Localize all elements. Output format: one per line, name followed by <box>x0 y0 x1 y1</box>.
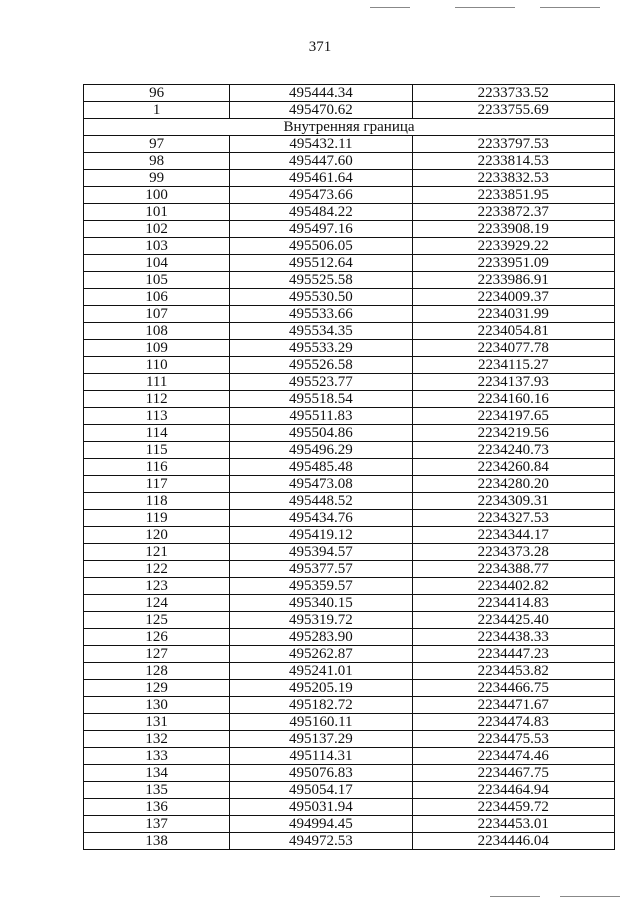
table-row <box>84 493 615 510</box>
table-row <box>84 816 615 833</box>
table-row <box>84 476 615 493</box>
table-row <box>84 714 615 731</box>
table-row <box>84 595 615 612</box>
table-row <box>84 510 615 527</box>
table-row <box>84 833 615 850</box>
table-row <box>84 799 615 816</box>
y-coordinate-cell: 2234466.75 <box>412 680 614 697</box>
y-coordinate-cell: 2233929.22 <box>412 238 614 255</box>
point-number-cell: 116 <box>84 459 230 476</box>
x-coordinate-cell: 495076.83 <box>230 765 412 782</box>
y-coordinate-cell: 2234475.53 <box>412 731 614 748</box>
point-number-cell: 131 <box>84 714 230 731</box>
table-row <box>84 663 615 680</box>
y-coordinate-cell: 2233733.52 <box>412 85 614 102</box>
y-coordinate-cell: 2234453.82 <box>412 663 614 680</box>
x-coordinate-cell: 495241.01 <box>230 663 412 680</box>
y-coordinate-cell: 2234240.73 <box>412 442 614 459</box>
point-number-cell: 99 <box>84 170 230 187</box>
table-row <box>84 187 615 204</box>
x-coordinate-cell: 495283.90 <box>230 629 412 646</box>
x-coordinate-cell: 495506.05 <box>230 238 412 255</box>
y-coordinate-cell: 2234467.75 <box>412 765 614 782</box>
y-coordinate-cell: 2233851.95 <box>412 187 614 204</box>
y-coordinate-cell: 2234260.84 <box>412 459 614 476</box>
x-coordinate-cell: 495533.29 <box>230 340 412 357</box>
point-number-cell: 121 <box>84 544 230 561</box>
point-number-cell: 106 <box>84 289 230 306</box>
coordinates-table-body <box>84 85 615 850</box>
table-row <box>84 408 615 425</box>
point-number-cell: 129 <box>84 680 230 697</box>
y-coordinate-cell: 2234438.33 <box>412 629 614 646</box>
y-coordinate-cell: 2234115.27 <box>412 357 614 374</box>
table-row <box>84 340 615 357</box>
y-coordinate-cell: 2234425.40 <box>412 612 614 629</box>
y-coordinate-cell: 2234344.17 <box>412 527 614 544</box>
y-coordinate-cell: 2234474.46 <box>412 748 614 765</box>
scan-artifact-line <box>540 7 600 8</box>
point-number-cell: 125 <box>84 612 230 629</box>
point-number-cell: 110 <box>84 357 230 374</box>
x-coordinate-cell: 495262.87 <box>230 646 412 663</box>
point-number-cell: 103 <box>84 238 230 255</box>
table-row <box>84 136 615 153</box>
x-coordinate-cell: 495448.52 <box>230 493 412 510</box>
y-coordinate-cell: 2234160.16 <box>412 391 614 408</box>
y-coordinate-cell: 2234402.82 <box>412 578 614 595</box>
table-row <box>84 544 615 561</box>
y-coordinate-cell: 2234327.53 <box>412 510 614 527</box>
table-row <box>84 238 615 255</box>
x-coordinate-cell: 495473.66 <box>230 187 412 204</box>
x-coordinate-cell: 495432.11 <box>230 136 412 153</box>
y-coordinate-cell: 2234446.04 <box>412 833 614 850</box>
table-row <box>84 561 615 578</box>
y-coordinate-cell: 2233986.91 <box>412 272 614 289</box>
x-coordinate-cell: 495530.50 <box>230 289 412 306</box>
x-coordinate-cell: 495319.72 <box>230 612 412 629</box>
point-number-cell: 112 <box>84 391 230 408</box>
y-coordinate-cell: 2234464.94 <box>412 782 614 799</box>
table-row <box>84 391 615 408</box>
table-row <box>84 170 615 187</box>
y-coordinate-cell: 2234459.72 <box>412 799 614 816</box>
x-coordinate-cell: 495054.17 <box>230 782 412 799</box>
point-number-cell: 127 <box>84 646 230 663</box>
x-coordinate-cell: 495377.57 <box>230 561 412 578</box>
y-coordinate-cell: 2234447.23 <box>412 646 614 663</box>
x-coordinate-cell: 495518.54 <box>230 391 412 408</box>
point-number-cell: 104 <box>84 255 230 272</box>
section-title: Внутренняя граница <box>84 119 615 136</box>
table-row <box>84 102 615 119</box>
x-coordinate-cell: 495496.29 <box>230 442 412 459</box>
y-coordinate-cell: 2233755.69 <box>412 102 614 119</box>
y-coordinate-cell: 2233908.19 <box>412 221 614 238</box>
point-number-cell: 101 <box>84 204 230 221</box>
scan-artifact-line <box>455 7 515 8</box>
y-coordinate-cell: 2234414.83 <box>412 595 614 612</box>
y-coordinate-cell: 2234219.56 <box>412 425 614 442</box>
point-number-cell: 137 <box>84 816 230 833</box>
point-number-cell: 115 <box>84 442 230 459</box>
x-coordinate-cell: 495512.64 <box>230 255 412 272</box>
table-row <box>84 578 615 595</box>
y-coordinate-cell: 2234197.65 <box>412 408 614 425</box>
coordinates-table <box>83 84 615 850</box>
x-coordinate-cell: 495447.60 <box>230 153 412 170</box>
table-row <box>84 459 615 476</box>
table-row <box>84 680 615 697</box>
x-coordinate-cell: 495526.58 <box>230 357 412 374</box>
scan-artifact-line <box>490 896 540 897</box>
y-coordinate-cell: 2233797.53 <box>412 136 614 153</box>
point-number-cell: 1 <box>84 102 230 119</box>
point-number-cell: 120 <box>84 527 230 544</box>
table-row <box>84 782 615 799</box>
table-row <box>84 306 615 323</box>
y-coordinate-cell: 2234077.78 <box>412 340 614 357</box>
x-coordinate-cell: 495497.16 <box>230 221 412 238</box>
point-number-cell: 128 <box>84 663 230 680</box>
table-row <box>84 204 615 221</box>
x-coordinate-cell: 495484.22 <box>230 204 412 221</box>
y-coordinate-cell: 2233951.09 <box>412 255 614 272</box>
point-number-cell: 108 <box>84 323 230 340</box>
x-coordinate-cell: 495504.86 <box>230 425 412 442</box>
y-coordinate-cell: 2234309.31 <box>412 493 614 510</box>
x-coordinate-cell: 495419.12 <box>230 527 412 544</box>
x-coordinate-cell: 495340.15 <box>230 595 412 612</box>
point-number-cell: 96 <box>84 85 230 102</box>
x-coordinate-cell: 495461.64 <box>230 170 412 187</box>
scan-artifact-line <box>370 7 410 8</box>
point-number-cell: 102 <box>84 221 230 238</box>
x-coordinate-cell: 495470.62 <box>230 102 412 119</box>
x-coordinate-cell: 495205.19 <box>230 680 412 697</box>
x-coordinate-cell: 495114.31 <box>230 748 412 765</box>
table-row <box>84 765 615 782</box>
x-coordinate-cell: 495534.35 <box>230 323 412 340</box>
point-number-cell: 134 <box>84 765 230 782</box>
y-coordinate-cell: 2234373.28 <box>412 544 614 561</box>
table-row <box>84 646 615 663</box>
table-row <box>84 153 615 170</box>
table-row <box>84 629 615 646</box>
x-coordinate-cell: 495485.48 <box>230 459 412 476</box>
y-coordinate-cell: 2234388.77 <box>412 561 614 578</box>
table-row <box>84 731 615 748</box>
table-row <box>84 272 615 289</box>
point-number-cell: 124 <box>84 595 230 612</box>
x-coordinate-cell: 495533.66 <box>230 306 412 323</box>
x-coordinate-cell: 495182.72 <box>230 697 412 714</box>
x-coordinate-cell: 495523.77 <box>230 374 412 391</box>
x-coordinate-cell: 494972.53 <box>230 833 412 850</box>
table-row <box>84 323 615 340</box>
point-number-cell: 107 <box>84 306 230 323</box>
point-number-cell: 98 <box>84 153 230 170</box>
table-row <box>84 221 615 238</box>
table-row <box>84 697 615 714</box>
y-coordinate-cell: 2234137.93 <box>412 374 614 391</box>
point-number-cell: 136 <box>84 799 230 816</box>
point-number-cell: 117 <box>84 476 230 493</box>
x-coordinate-cell: 495473.08 <box>230 476 412 493</box>
point-number-cell: 133 <box>84 748 230 765</box>
point-number-cell: 109 <box>84 340 230 357</box>
table-row <box>84 425 615 442</box>
y-coordinate-cell: 2234471.67 <box>412 697 614 714</box>
point-number-cell: 138 <box>84 833 230 850</box>
x-coordinate-cell: 495137.29 <box>230 731 412 748</box>
scan-artifact-line <box>560 896 620 897</box>
section-header-row <box>84 119 615 136</box>
point-number-cell: 135 <box>84 782 230 799</box>
point-number-cell: 122 <box>84 561 230 578</box>
y-coordinate-cell: 2234453.01 <box>412 816 614 833</box>
table-row <box>84 85 615 102</box>
table-row <box>84 357 615 374</box>
y-coordinate-cell: 2234009.37 <box>412 289 614 306</box>
x-coordinate-cell: 495525.58 <box>230 272 412 289</box>
y-coordinate-cell: 2233814.53 <box>412 153 614 170</box>
table-row <box>84 255 615 272</box>
y-coordinate-cell: 2234054.81 <box>412 323 614 340</box>
x-coordinate-cell: 495031.94 <box>230 799 412 816</box>
x-coordinate-cell: 495511.83 <box>230 408 412 425</box>
y-coordinate-cell: 2234280.20 <box>412 476 614 493</box>
page-number: 371 <box>308 39 332 55</box>
point-number-cell: 118 <box>84 493 230 510</box>
x-coordinate-cell: 495160.11 <box>230 714 412 731</box>
point-number-cell: 132 <box>84 731 230 748</box>
table-row <box>84 442 615 459</box>
point-number-cell: 123 <box>84 578 230 595</box>
x-coordinate-cell: 494994.45 <box>230 816 412 833</box>
point-number-cell: 111 <box>84 374 230 391</box>
table-row <box>84 289 615 306</box>
point-number-cell: 113 <box>84 408 230 425</box>
point-number-cell: 105 <box>84 272 230 289</box>
point-number-cell: 114 <box>84 425 230 442</box>
point-number-cell: 100 <box>84 187 230 204</box>
table-row <box>84 612 615 629</box>
x-coordinate-cell: 495394.57 <box>230 544 412 561</box>
y-coordinate-cell: 2234031.99 <box>412 306 614 323</box>
x-coordinate-cell: 495359.57 <box>230 578 412 595</box>
x-coordinate-cell: 495444.34 <box>230 85 412 102</box>
x-coordinate-cell: 495434.76 <box>230 510 412 527</box>
point-number-cell: 130 <box>84 697 230 714</box>
table-row <box>84 748 615 765</box>
y-coordinate-cell: 2233832.53 <box>412 170 614 187</box>
point-number-cell: 126 <box>84 629 230 646</box>
point-number-cell: 119 <box>84 510 230 527</box>
point-number-cell: 97 <box>84 136 230 153</box>
y-coordinate-cell: 2234474.83 <box>412 714 614 731</box>
table-row <box>84 527 615 544</box>
y-coordinate-cell: 2233872.37 <box>412 204 614 221</box>
table-row <box>84 374 615 391</box>
